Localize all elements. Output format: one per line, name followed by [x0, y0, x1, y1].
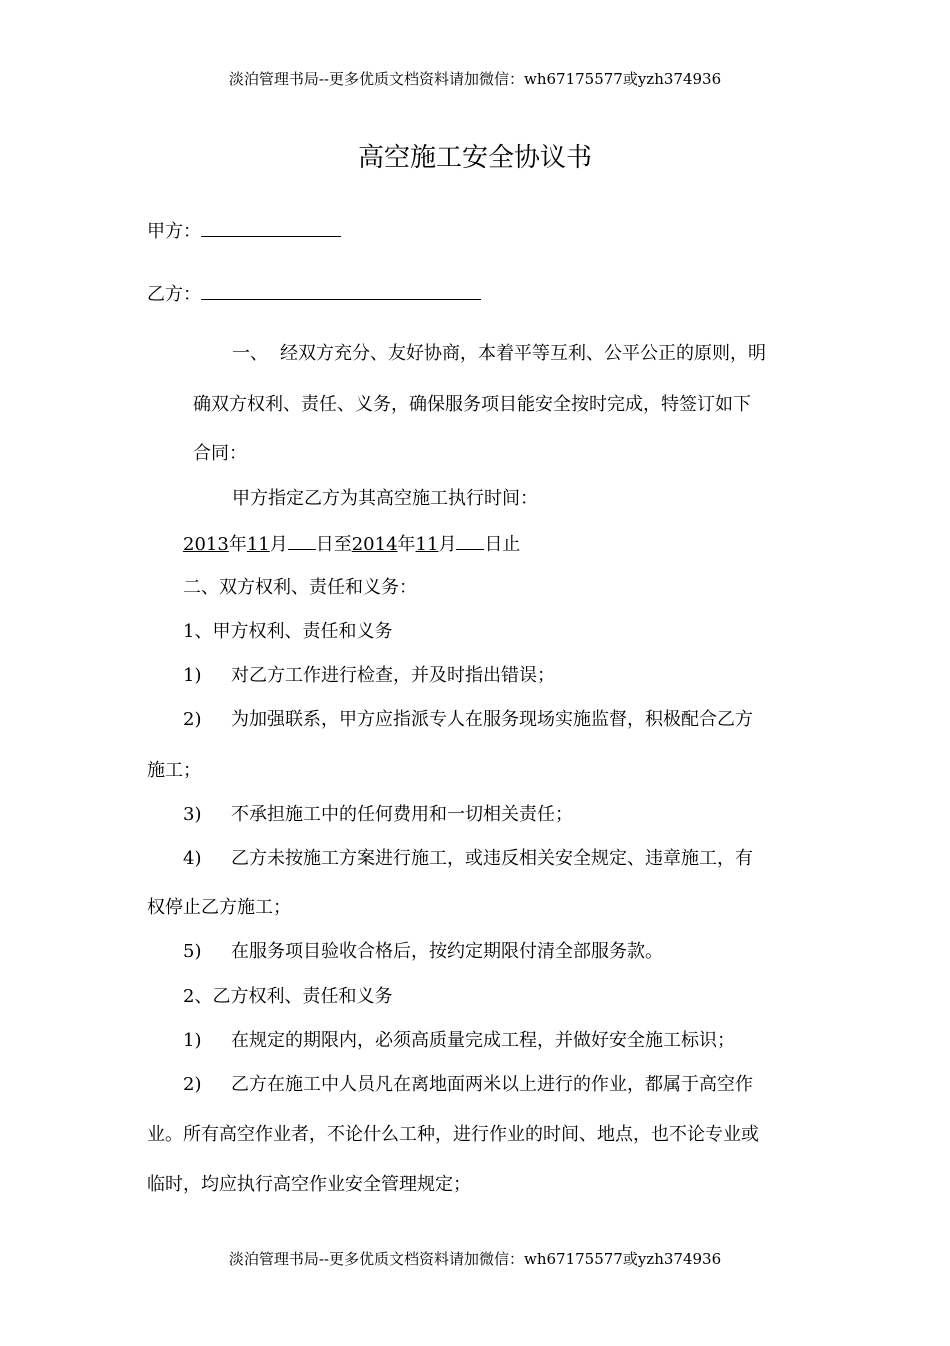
a-item-4 [183, 847, 753, 871]
item-text: 在服务项目验收合格后，按约定期限付清全部服务款。 [231, 941, 663, 962]
clause1-line1 [232, 342, 766, 366]
clause1-line3: 合同： [193, 443, 247, 464]
start-year: 2013 [183, 534, 229, 555]
clause1-text1: 经双方充分、友好协商，本着平等互利、公平公正的原则，明 [280, 343, 766, 364]
item-number: 3) [183, 804, 202, 825]
day-to-char: 日至 [315, 534, 352, 555]
a-item-1 [183, 664, 555, 688]
item-text: 乙方在施工中人员凡在离地面两米以上进行的作业，都属于高空作 [231, 1074, 753, 1095]
a-item-4-cont: 权停止乙方施工； [147, 897, 291, 918]
item-number: 5) [183, 941, 202, 962]
b-item-1 [183, 1029, 735, 1053]
a-item-5 [183, 940, 663, 964]
item-text: 不承担施工中的任何费用和一切相关责任； [231, 804, 573, 825]
year-char-2: 年 [397, 534, 416, 555]
item-text: 为加强联系，甲方应指派专人在服务现场实施监督，积极配合乙方 [231, 709, 753, 730]
item-number: 2) [183, 709, 202, 730]
party-a-label: 甲方： [147, 221, 201, 242]
item-text: 对乙方工作进行检查，并及时指出错误； [231, 665, 555, 686]
page-header: 淡泊管理书局--更多优质文档资料请加微信：wh67175577或yzh374936 [228, 70, 722, 88]
clause1-line2: 确双方权利、责任、义务，确保服务项目能安全按时完成，特签订如下 [193, 394, 751, 415]
b-item-2-cont2: 临时，均应执行高空作业安全管理规定； [147, 1174, 471, 1195]
document-title: 高空施工安全协议书 [357, 143, 592, 173]
section2-heading: 二、双方权利、责任和义务： [183, 577, 417, 598]
end-month: 11 [415, 534, 439, 555]
a-item-2 [183, 708, 753, 732]
item-number: 2) [183, 1074, 202, 1095]
period-dates [183, 531, 520, 557]
year-char: 年 [228, 534, 247, 555]
period-intro: 甲方指定乙方为其高空施工执行时间： [232, 488, 538, 509]
party-b-heading: 2、乙方权利、责任和义务 [183, 986, 393, 1007]
party-a-heading: 1、甲方权利、责任和义务 [183, 621, 393, 642]
party-b-blank[interactable] [201, 281, 481, 300]
item-number: 1) [183, 1030, 202, 1051]
start-day-blank[interactable] [288, 531, 316, 550]
b-item-2 [183, 1073, 753, 1097]
party-a-blank[interactable] [201, 218, 341, 237]
end-day-blank[interactable] [456, 531, 484, 550]
party-a-line [147, 218, 341, 244]
party-b-line [147, 281, 481, 307]
party-b-label: 乙方： [147, 284, 201, 305]
item-number: 1) [183, 665, 202, 686]
start-month: 11 [246, 534, 270, 555]
a-item-3 [183, 803, 573, 827]
month-char: 月 [269, 534, 288, 555]
b-item-2-cont: 业。所有高空作业者，不论什么工种，进行作业的时间、地点，也不论专业或 [147, 1124, 759, 1145]
month-char-2: 月 [438, 534, 457, 555]
item-number: 4) [183, 848, 202, 869]
end-year: 2014 [351, 534, 398, 555]
clause1-number: 一、 [232, 343, 268, 364]
day-end-char: 日止 [484, 534, 521, 555]
a-item-2-cont: 施工； [147, 760, 201, 781]
item-text: 乙方未按施工方案进行施工，或违反相关安全规定、违章施工，有 [231, 848, 753, 869]
page-footer: 淡泊管理书局--更多优质文档资料请加微信：wh67175577或yzh374936 [228, 1250, 722, 1268]
item-text: 在规定的期限内，必须高质量完成工程，并做好安全施工标识； [231, 1030, 735, 1051]
